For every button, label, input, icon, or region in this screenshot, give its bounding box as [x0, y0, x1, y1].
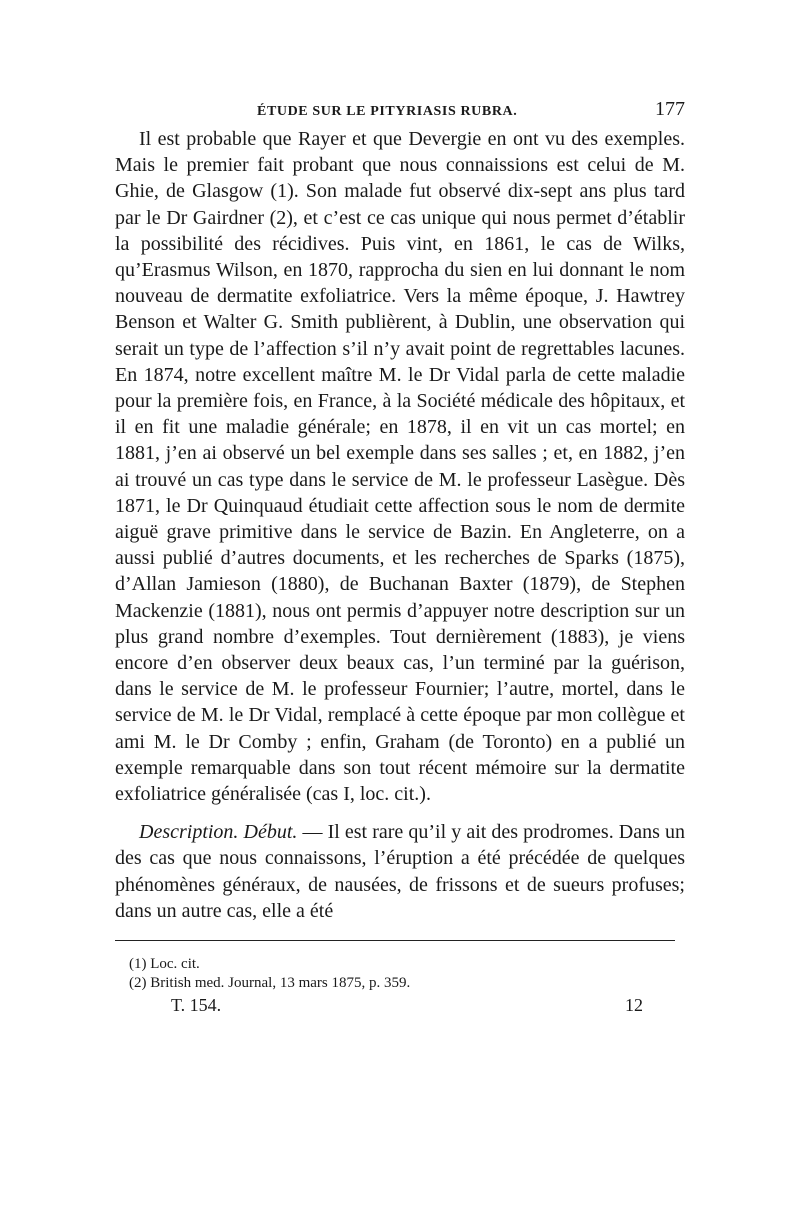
signature-line [115, 995, 685, 1019]
footnote-rule [115, 940, 675, 941]
paragraph-history: Il est probable que Rayer et que Devergie en ont vu des exemples. Mais le premier fait probant que nous connaissions est celui de M. Ghie, de Glasgow (1). Son malade fut observé dix-sept ans plus tard par le Dr Gairdner (2), et c’est ce cas unique qui nous permet d’établir la possibilité des récidives. Puis vint, en 1861, le cas de Wilks, qu’Erasmus Wilson, en 1870, rapprocha du sien en lui donnant le nom nouveau de dermatite exfoliatrice. Vers la même époque, J. Hawtrey Benson et Walter G. Smith publièrent, à Dublin, une observation qui serait un type de l’affection s’il n’y avait point de regrettables lacunes. En 1874, notre excellent maître M. le Dr Vidal parla de cette maladie pour la première fois, en France, à la Société médicale des hôpitaux, et il en fit une maladie générale; en 1878, il en vit un cas mortel; en 1881, j’en ai observé un bel exemple dans ses salles ; et, en 1882, j’en ai trouvé un cas type dans le service de M. le professeur Lasègue. Dès 1871, le Dr Quinquaud étudiait cette affection sous le nom de dermite aiguë grave primitive dans le service de Bazin. En Angleterre, on a aussi publié d’autres documents, et les recherches de Sparks (1875), d’Allan Jamieson (1880), de Buchanan Baxter (1879), de Stephen Mackenzie (1881), nous ont permis d’appuyer notre description sur un plus grand nombre d’exemples. Tout dernièrement (1883), je viens encore d’en observer deux beaux cas, l’un terminé par la guérison, dans le service de M. le professeur Fournier; l’autre, mortel, dans le service de M. le Dr Vidal, remplacé à cette époque par mon collègue et ami M. le Dr Comby ; enfin, Graham (de Toronto) en a publié un exemple remarquable dans son tout récent mémoire sur la dermatite exfoliatrice généralisée (cas I, loc. cit.). [115, 128, 685, 806]
tome-signature: T. 154. [171, 995, 222, 1016]
footnote-1: (1) Loc. cit. [129, 956, 200, 973]
paragraph-description [115, 819, 685, 924]
paragraph-heading: Description. Début. [139, 821, 298, 844]
running-head-title: ÉTUDE SUR LE PITYRIASIS RUBRA. [257, 104, 518, 119]
sheet-signature: 12 [625, 995, 643, 1016]
paragraph-description-text: — Il est rare qu’il y ait des prodromes. Dans un des cas que nous connaissons, l’éruption a été précédée de quelques phénomènes généraux, de nausées, de frissons et de sueurs profuses; dans un autre cas, elle a été [115, 821, 685, 922]
body-text [115, 126, 685, 924]
book-page [115, 96, 685, 1019]
page-number: 177 [655, 98, 685, 120]
footnotes [115, 955, 685, 993]
running-head [115, 96, 685, 126]
footnote-2: (2) British med. Journal, 13 mars 1875, p. 359. [129, 975, 411, 992]
